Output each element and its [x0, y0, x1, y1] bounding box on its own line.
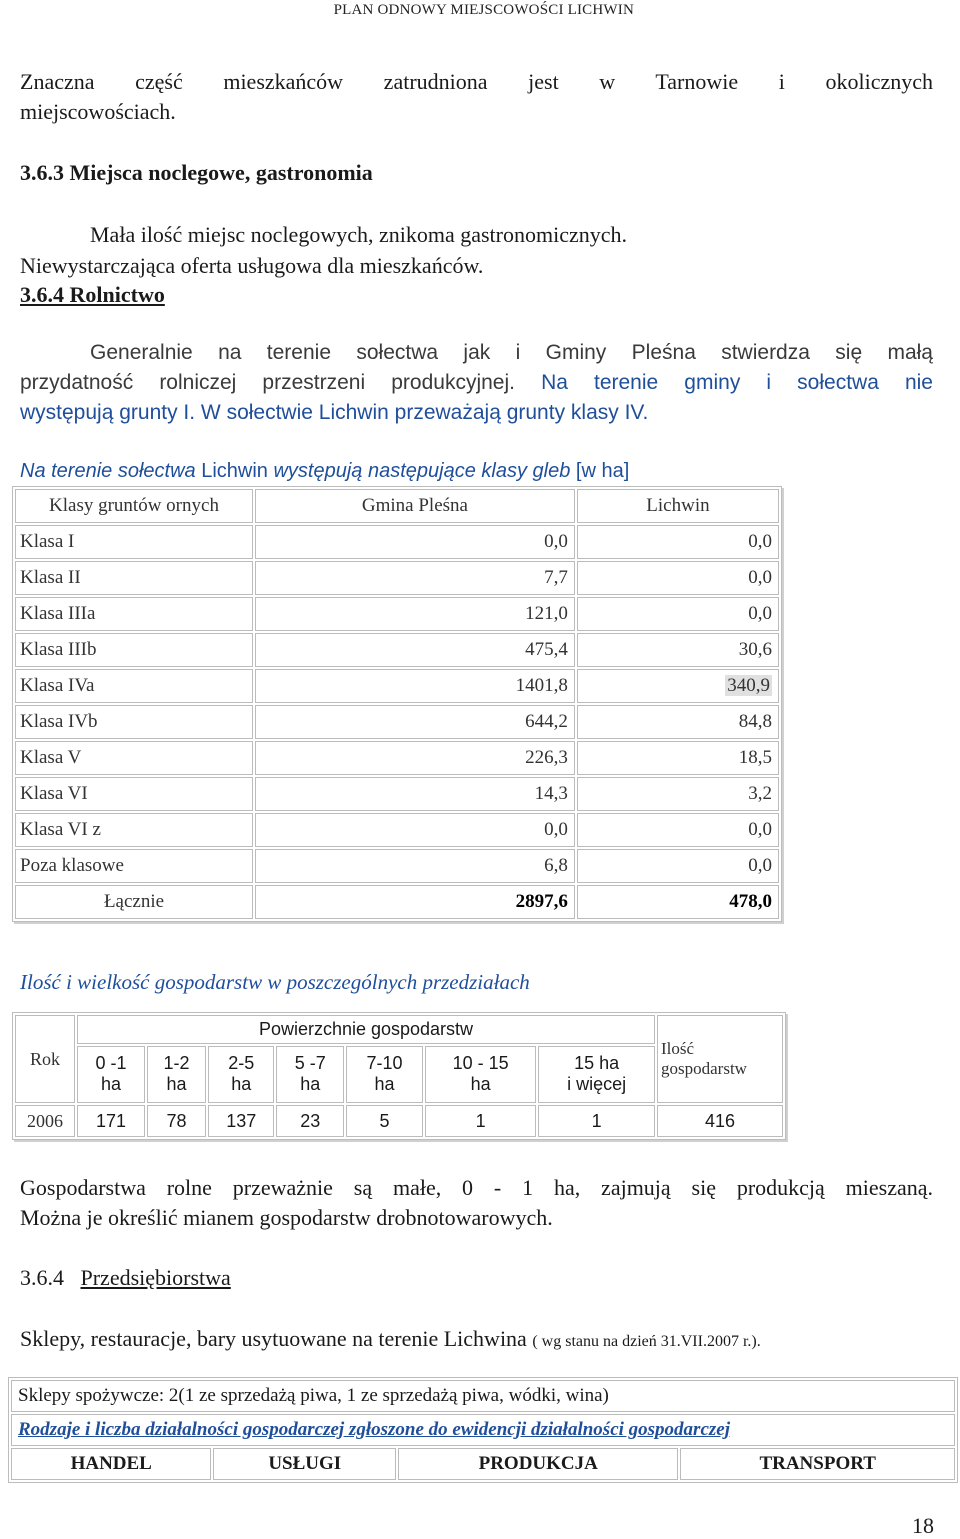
range-top: 15 ha — [574, 1053, 620, 1074]
farms-count-cell: 78 — [147, 1105, 206, 1137]
soil-class-label: Klasa IVb — [15, 705, 253, 739]
section-363-line-1: Mała ilość miejsc noclegowych, znikoma gastronomicznych. — [90, 222, 628, 247]
range-header — [346, 1046, 423, 1103]
soil-header-gmina: Gmina Pleśna — [255, 489, 575, 523]
farms-table — [12, 1012, 786, 1140]
soil-lichwin-value: 30,6 — [577, 633, 779, 667]
farms-summary-line-2: Można je określić mianem gospodarstw drobnotowarowych. — [20, 1205, 553, 1230]
soil-caption-d: [w ha] — [575, 460, 630, 482]
farms-header-row-1 — [15, 1015, 783, 1044]
range-top: 2-5 — [228, 1053, 255, 1074]
soil-gmina-value: 7,7 — [255, 561, 575, 595]
intro-line-1: Znaczna część mieszkańców zatrudniona jest w Tarnowie i okolicznych — [20, 69, 933, 94]
range-top: 7-10 — [366, 1053, 403, 1074]
range-bottom: ha — [374, 1074, 395, 1095]
farms-header-group: Powierzchnie gospodarstw — [77, 1015, 655, 1044]
soil-lichwin-value: 18,5 — [577, 741, 779, 775]
range-header — [77, 1046, 145, 1103]
soil-gmina-total: 2897,6 — [255, 885, 575, 919]
soil-class-label: Klasa I — [15, 525, 253, 559]
range-header — [276, 1046, 344, 1103]
section-364-line-2 — [20, 368, 933, 398]
farms-header-rok: Rok — [15, 1015, 75, 1103]
farms-count-cell: 1 — [425, 1105, 536, 1137]
soil-lichwin-value: 0,0 — [577, 597, 779, 631]
shops-intro-note: ( wg stanu na dzień 31.VII.2007 r.). — [532, 1333, 761, 1350]
farms-year: 2006 — [15, 1105, 75, 1137]
section-364-line-2a: przydatność rolniczej przestrzeni produkcyjnej. — [20, 371, 515, 394]
range-bottom: ha — [231, 1074, 252, 1095]
table-row — [15, 777, 779, 811]
biz-col-handel: HANDEL — [11, 1448, 211, 1480]
soil-lichwin-value: 0,0 — [577, 561, 779, 595]
soil-gmina-value: 644,2 — [255, 705, 575, 739]
section-364b-heading — [20, 1263, 933, 1293]
soil-header-row — [15, 489, 779, 523]
soil-gmina-value: 0,0 — [255, 525, 575, 559]
shops-intro-main: Sklepy, restauracje, bary usytuowane na terenie Lichwina — [20, 1326, 527, 1351]
biz-row-shops — [11, 1380, 955, 1412]
soil-gmina-value: 14,3 — [255, 777, 575, 811]
soil-gmina-value: 6,8 — [255, 849, 575, 883]
table-row — [15, 813, 779, 847]
soil-gmina-value: 121,0 — [255, 597, 575, 631]
section-364-heading: 3.6.4 Rolnictwo — [20, 282, 165, 307]
soil-class-label: Klasa IVa — [15, 669, 253, 703]
table-row — [15, 561, 779, 595]
section-364-line-2b: Na terenie gminy i sołectwa nie — [541, 371, 933, 394]
shops-intro — [20, 1324, 933, 1357]
table-row — [15, 705, 779, 739]
farms-summary-line-1: Gospodarstwa rolne przeważnie są małe, 0 - 1 ha, zajmują się produkcją mieszaną. — [20, 1175, 933, 1200]
farms-count-cell: 1 — [538, 1105, 655, 1137]
range-header — [425, 1046, 536, 1103]
soil-class-label: Poza klasowe — [15, 849, 253, 883]
section-364b-number: 3.6.4 — [20, 1265, 64, 1290]
biz-col-produkcja: PRODUKCJA — [398, 1448, 678, 1480]
soil-lichwin-value — [577, 669, 779, 703]
table-row — [15, 633, 779, 667]
soil-lichwin-value: 0,0 — [577, 525, 779, 559]
soil-caption-c: występują następujące klasy gleb — [273, 460, 571, 482]
soil-class-label: Klasa VI — [15, 777, 253, 811]
section-363-line-2: Niewystarczająca oferta usługowa dla mieszkańców. — [20, 253, 484, 278]
soil-caption-b: Lichwin — [201, 460, 268, 482]
soil-header-class: Klasy gruntów ornych — [15, 489, 253, 523]
farms-total-cell: 416 — [657, 1105, 783, 1137]
soil-classes-table — [12, 486, 782, 922]
farms-count-cell: 23 — [276, 1105, 344, 1137]
farms-count-cell: 5 — [346, 1105, 423, 1137]
page-number: 18 — [912, 1513, 934, 1538]
range-top: 5 -7 — [294, 1053, 326, 1074]
table-row — [15, 669, 779, 703]
biz-col-transport: TRANSPORT — [680, 1448, 955, 1480]
soil-lichwin-value: 0,0 — [577, 813, 779, 847]
soil-gmina-value: 226,3 — [255, 741, 575, 775]
range-header — [208, 1046, 274, 1103]
soil-class-label: Klasa IIIb — [15, 633, 253, 667]
range-top: 1-2 — [163, 1053, 190, 1074]
farms-count-cell: 171 — [77, 1105, 145, 1137]
businesses-table — [8, 1377, 958, 1483]
range-header — [147, 1046, 206, 1103]
biz-heading-cell: Rodzaje i liczba działalności gospodarczej zgłoszone do ewidencji działalności gospodarczej — [11, 1414, 955, 1446]
section-364-line-1: Generalnie na terenie sołectwa jak i Gminy Pleśna stwierdza się małą — [90, 341, 933, 364]
biz-row-categories — [11, 1448, 955, 1480]
intro-line-2: miejscowościach. — [20, 99, 176, 124]
soil-lichwin-value: 3,2 — [577, 777, 779, 811]
soil-class-label: Klasa VI z — [15, 813, 253, 847]
soil-lichwin-value: 0,0 — [577, 849, 779, 883]
range-header — [538, 1046, 655, 1103]
table-row — [15, 849, 779, 883]
biz-row-heading — [11, 1414, 955, 1446]
running-header: PLAN ODNOWY MIEJSCOWOŚCI LICHWIN — [333, 2, 634, 18]
farms-caption: Ilość i wielkość gospodarstw w poszczególnych przedziałach — [20, 970, 530, 994]
soil-caption-a: Na terenie sołectwa — [20, 460, 196, 482]
highlighted-value: 340,9 — [727, 675, 770, 696]
farms-data-row — [15, 1105, 783, 1137]
table-row — [15, 741, 779, 775]
section-364-line-3: występują grunty I. W sołectwie Lichwin przeważają grunty klasy IV. — [20, 401, 649, 424]
soil-total-row — [15, 885, 779, 919]
farms-header-count: Ilość gospodarstw — [657, 1015, 783, 1103]
range-top: 10 - 15 — [452, 1053, 509, 1074]
biz-shops-cell: Sklepy spożywcze: 2(1 ze sprzedażą piwa, 1 ze sprzedażą piwa, wódki, wina) — [11, 1380, 955, 1412]
soil-class-label: Klasa IIIa — [15, 597, 253, 631]
soil-gmina-value: 1401,8 — [255, 669, 575, 703]
soil-total-label: Łącznie — [15, 885, 253, 919]
section-363-heading: 3.6.3 Miejsca noclegowe, gastronomia — [20, 160, 373, 185]
range-bottom: i więcej — [567, 1074, 627, 1095]
range-bottom: ha — [166, 1074, 187, 1095]
biz-col-uslugi: USŁUGI — [213, 1448, 396, 1480]
table-row — [15, 525, 779, 559]
soil-gmina-value: 0,0 — [255, 813, 575, 847]
soil-lichwin-value: 84,8 — [577, 705, 779, 739]
soil-gmina-value: 475,4 — [255, 633, 575, 667]
table-row — [15, 597, 779, 631]
range-bottom: ha — [300, 1074, 321, 1095]
soil-header-lichwin: Lichwin — [577, 489, 779, 523]
section-364b-title: Przedsiębiorstwa — [80, 1265, 231, 1290]
range-bottom: ha — [100, 1074, 121, 1095]
soil-caption — [20, 456, 933, 486]
farms-count-cell: 137 — [208, 1105, 274, 1137]
soil-class-label: Klasa II — [15, 561, 253, 595]
soil-class-label: Klasa V — [15, 741, 253, 775]
soil-lichwin-total: 478,0 — [577, 885, 779, 919]
range-bottom: ha — [470, 1074, 491, 1095]
range-top: 0 -1 — [95, 1053, 127, 1074]
